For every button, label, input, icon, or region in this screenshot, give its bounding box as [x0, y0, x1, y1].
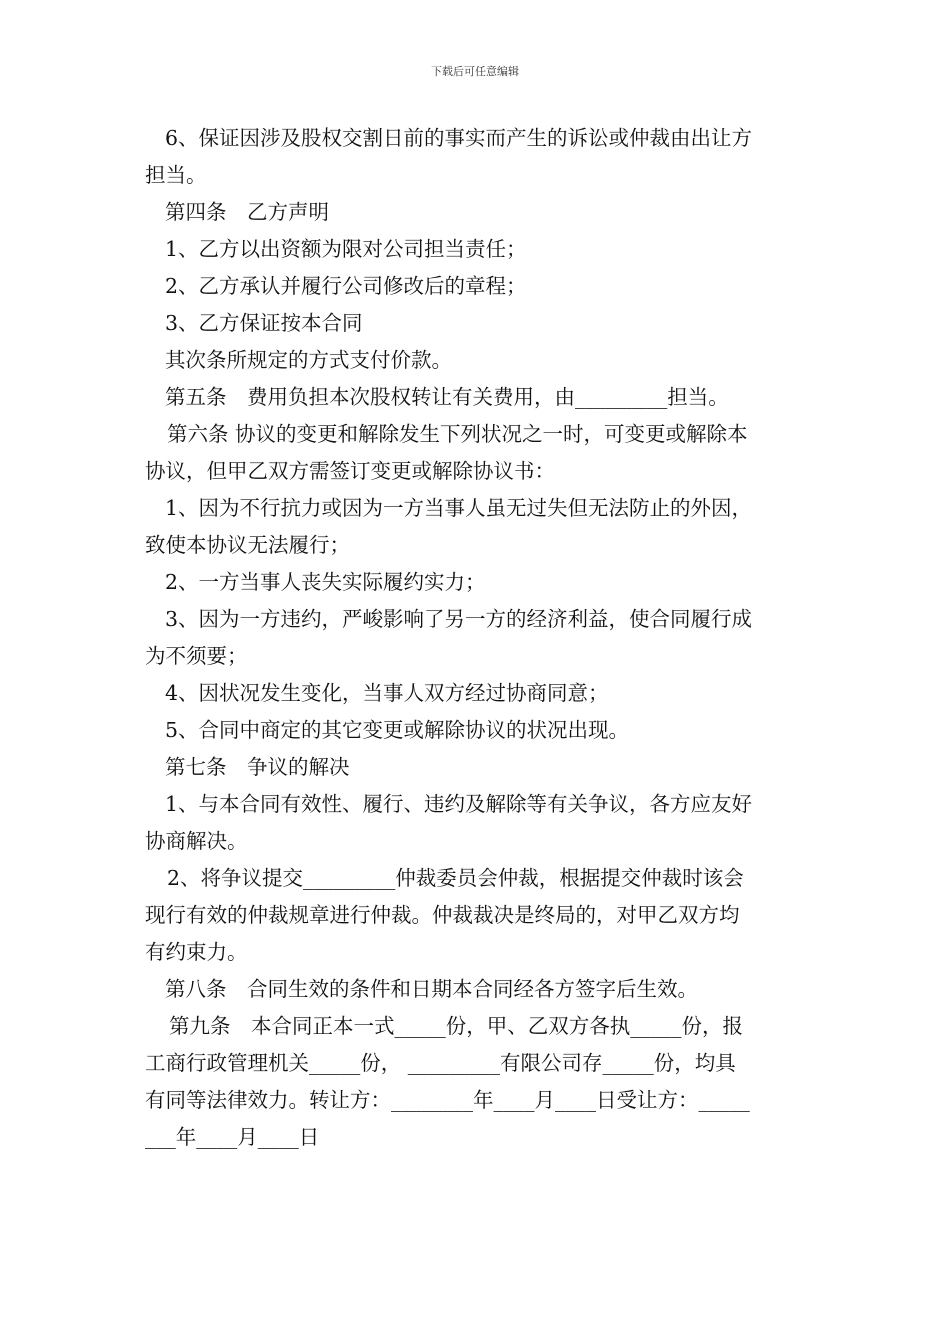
text-line: 担当。	[145, 163, 207, 187]
text-line: 工商行政管理机关_____份， _________有限公司存_____份，均具	[145, 1051, 736, 1075]
text-line: 4、因状况发生变化，当事人双方经过协商同意；	[165, 681, 609, 705]
text-line: 现行有效的仲裁规章进行仲裁。仲裁裁决是终局的，对甲乙双方均	[145, 903, 740, 927]
article-heading: 第九条 本合同正本一式_____份，甲、乙双方各执_____份，报	[169, 1014, 743, 1038]
text-line: 1、与本合同有效性、履行、违约及解除等有关争议，各方应友好	[165, 792, 753, 816]
text-line: 6、保证因涉及股权交割日前的事实而产生的诉讼或仲裁由出让方	[165, 126, 753, 150]
page-header: 下载后可任意编辑	[431, 65, 519, 78]
article-heading: 第八条 合同生效的条件和日期本合同经各方签字后生效。	[165, 977, 698, 1001]
text-line: 有同等法律效力。转让方：________年____月____日受让方：_____	[145, 1088, 750, 1112]
article-heading: 第四条 乙方声明	[165, 200, 329, 224]
text-line: 2、乙方承认并履行公司修改后的章程；	[165, 274, 527, 298]
text-line: 5、合同中商定的其它变更或解除协议的状况出现。	[165, 718, 630, 742]
text-line: 3、因为一方违约，严峻影响了另一方的经济利益，使合同履行成	[165, 607, 753, 631]
document-body	[145, 120, 807, 1156]
article-heading: 第七条 争议的解决	[165, 755, 350, 779]
text-line: 协商解决。	[145, 829, 248, 853]
text-line: 1、因为不行抗力或因为一方当事人虽无过失但无法防止的外因，	[165, 496, 753, 520]
text-line: 2、将争议提交_________仲裁委员会仲裁，根据提交仲裁时该会	[167, 866, 744, 890]
text-line: 有约束力。	[145, 940, 248, 964]
article-heading: 第六条 协议的变更和解除发生下列状况之一时，可变更或解除本	[167, 422, 748, 446]
text-line: 其次条所规定的方式支付价款。	[165, 348, 452, 372]
text-line: 3、乙方保证按本合同	[165, 311, 363, 335]
text-line: 致使本协议无法履行；	[145, 533, 350, 557]
text-line: ___年____月____日	[145, 1125, 320, 1149]
article-heading: 第五条 费用负担本次股权转让有关费用，由_________担当。	[165, 385, 729, 409]
text-line: 协议，但甲乙双方需签订变更或解除协议书：	[145, 459, 555, 483]
text-line: 2、一方当事人丧失实际履约实力；	[165, 570, 486, 594]
text-line: 1、乙方以出资额为限对公司担当责任；	[165, 237, 527, 261]
text-line: 为不须要；	[145, 644, 248, 668]
